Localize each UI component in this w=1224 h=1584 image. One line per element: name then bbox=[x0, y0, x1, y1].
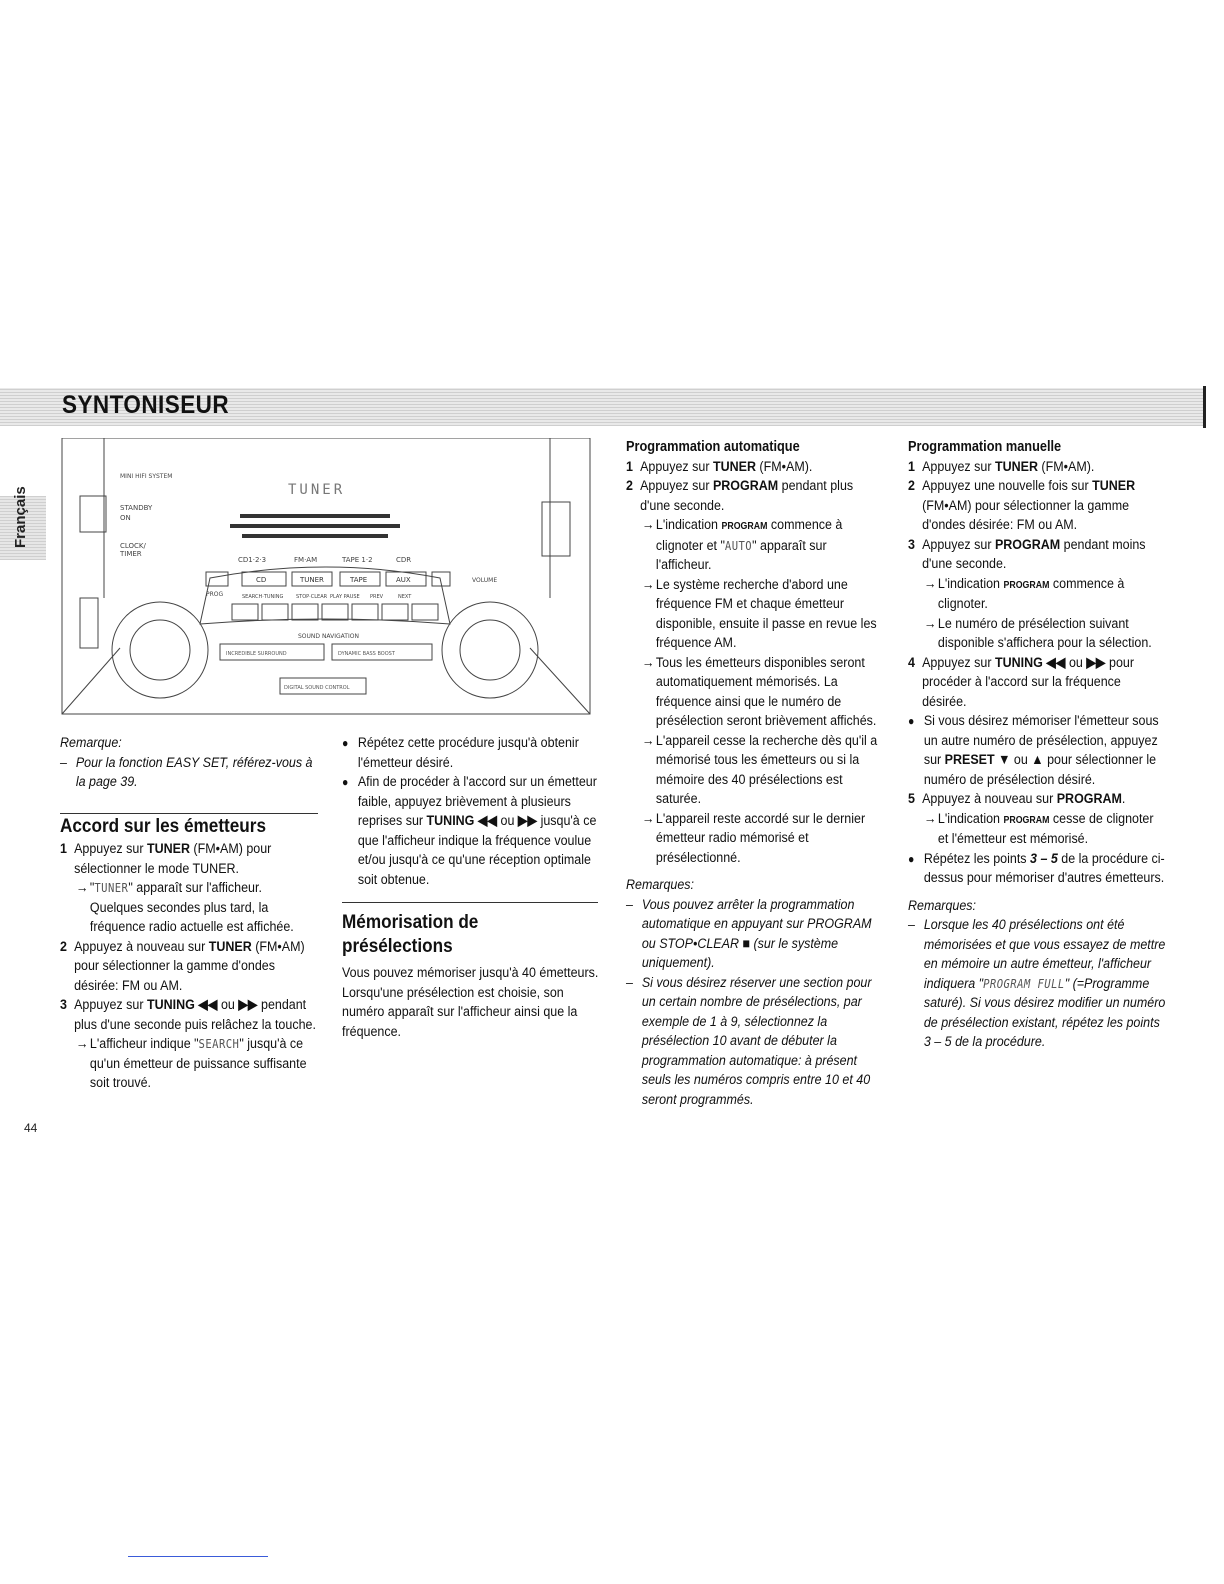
auto-remark-2: – Si vous désirez réserver une section pour un certain nombre de présélections, par exemple de 1 à 9, sélectionnez la présélection 10 avant de débuter la programmation automatique: à présent seuls les numéros compris entre 10 et 40 seront programmés. bbox=[626, 974, 872, 1108]
aux-button: AUX bbox=[396, 576, 411, 584]
remark-label: Remarque: bbox=[60, 735, 122, 751]
auto-step-2: 2 Appuyez sur PROGRAM pendant plus d'une seconde. bbox=[626, 478, 854, 514]
column-1-section bbox=[60, 814, 317, 1094]
column-2 bbox=[342, 734, 599, 890]
manual-step-3: 3 Appuyez sur PROGRAM pendant moins d'une seconde. bbox=[908, 536, 1146, 572]
manual-step-5: 5 Appuyez à nouveau sur PROGRAM. bbox=[908, 791, 1126, 807]
manual-remark-1: – Lorsque les 40 présélections ont été mémorisées et que vous essayez de mettre en mémoire un autre émetteur, l'afficheur indiquera "PROGRAM FULL" (=Programme saturé). Si vous désirez modifier un numéro de présélection existant, répétez les points 3 – 5 de la procédure. bbox=[908, 917, 1166, 1050]
tuner-button: TUNER bbox=[300, 576, 324, 584]
digital-sound-label: DIGITAL SOUND CONTROL bbox=[284, 685, 350, 691]
manual-bullet-repeat: ● Répétez les points 3 – 5 de la procédure ci-dessus pour mémoriser d'autres émetteurs. bbox=[908, 850, 1165, 886]
source-label-fmam: FM·AM bbox=[294, 556, 318, 564]
page-number: 44 bbox=[24, 1121, 38, 1135]
banner-end-rule bbox=[1203, 386, 1206, 428]
display-readout: TUNER bbox=[288, 482, 346, 498]
auto-remarks-label: Remarques: bbox=[626, 877, 695, 893]
column-4 bbox=[908, 438, 1167, 1053]
manual-step-2: 2 Appuyez une nouvelle fois sur TUNER (FM•AM) pour sélectionner la gamme d'ondes désirée: FM ou AM. bbox=[908, 478, 1136, 533]
section-title-accord: Accord sur les émetteurs bbox=[60, 815, 267, 837]
section-title-memorisation-2: présélections bbox=[342, 935, 453, 957]
sound-navigation-label: SOUND NAVIGATION bbox=[298, 633, 359, 640]
cd-button: CD bbox=[256, 576, 267, 584]
section-title-memorisation-1: Mémorisation de bbox=[342, 911, 479, 933]
clock-label: CLOCK/ bbox=[120, 542, 146, 550]
section-rule-2 bbox=[342, 902, 598, 903]
on-label: ON bbox=[120, 514, 131, 522]
dynamic-bass-label: DYNAMIC BASS BOOST bbox=[338, 651, 395, 657]
column-3 bbox=[626, 438, 883, 1110]
device-brand-label: MINI HIFI SYSTEM bbox=[120, 473, 173, 480]
manual-step-3-result-2: → Le numéro de présélection suivant disponible s'affichera pour la sélection. bbox=[923, 615, 1152, 651]
memorisation-paragraph: Vous pouvez mémoriser jusqu'à 40 émetteurs. Lorsqu'une présélection est choisie, son numéro apparaît sur l'afficheur ainsi que la fréquence. bbox=[342, 965, 599, 1040]
manual-step-5-result: → L'indication PROGRAM cesse de clignoter et l'émetteur est mémorisé. bbox=[923, 810, 1154, 847]
timer-label: TIMER bbox=[120, 550, 142, 558]
step-1: 1 Appuyez sur TUNER (FM•AM) pour sélectionner le mode TUNER. bbox=[60, 841, 272, 877]
device-illustration bbox=[60, 438, 594, 716]
remark-text: – Pour la fonction EASY SET, référez-vous à la page 39. bbox=[60, 754, 313, 790]
page-title: SYNTONISEUR bbox=[62, 391, 230, 419]
manual-remarks-label: Remarques: bbox=[908, 897, 977, 914]
step-3: 3 Appuyez sur TUNING ◀◀ ou ▶▶ pendant plus d'une seconde puis relâchez la touche. bbox=[60, 997, 316, 1033]
step-2: 2 Appuyez à nouveau sur TUNER (FM•AM) pour sélectionner la gamme d'ondes désirée: FM ou AM. bbox=[60, 938, 305, 994]
step-3-result: → L'afficheur indique "SEARCH" jusqu'à ce qu'un émetteur de puissance suffisante soit trouvé. bbox=[75, 1036, 307, 1091]
standby-label: STANDBY bbox=[120, 504, 153, 512]
auto-programming-title: Programmation automatique bbox=[626, 439, 800, 455]
column-1 bbox=[60, 734, 315, 793]
auto-result-1: → L'indication PROGRAM commence à clignoter et "AUTO" apparaît sur l'afficheur. bbox=[641, 517, 843, 573]
auto-result-3: → Tous les émetteurs disponibles seront automatiquement mémorisés. La fréquence ainsi que le numéro de présélection seront brièvement affichés. bbox=[641, 654, 877, 729]
language-label: Français bbox=[12, 486, 29, 548]
search-tuning-label: SEARCH·TUNING bbox=[242, 594, 284, 600]
auto-remark-1: – Vous pouvez arrêter la programmation automatique en appuyant sur PROGRAM ou STOP•CLEAR ■ (sur le système uniquement). bbox=[626, 896, 872, 971]
prev-label: PREV bbox=[370, 594, 384, 600]
auto-result-5: → L'appareil reste accordé sur le dernier émetteur radio mémorisé et présélectionné. bbox=[641, 810, 866, 866]
source-label-cdr: CDR bbox=[396, 556, 412, 564]
manual-bullet-preset: ● Si vous désirez mémoriser l'émetteur sous un autre numéro de présélection, appuyez sur PRESET ▼ ou ▲ pour sélectionner le numéro de présélection désiré. bbox=[908, 713, 1159, 788]
manual-step-4: 4 Appuyez sur TUNING ◀◀ ou ▶▶ pour procéder à l'accord sur la fréquence désirée. bbox=[908, 654, 1134, 710]
prog-label: PROG bbox=[206, 591, 224, 598]
volume-label: VOLUME bbox=[472, 577, 498, 584]
step-1-result: → "TUNER" apparaît sur l'afficheur. Quelques secondes plus tard, la fréquence radio actuelle est affichée. bbox=[75, 880, 294, 935]
footer-rule bbox=[128, 1556, 268, 1557]
stop-clear-label: STOP·CLEAR bbox=[296, 594, 328, 600]
column-2-section bbox=[342, 910, 599, 1042]
source-label-cd: CD1·2·3 bbox=[238, 556, 267, 564]
auto-step-1: 1 Appuyez sur TUNER (FM•AM). bbox=[626, 458, 813, 475]
play-pause-label: PLAY PAUSE bbox=[330, 594, 360, 600]
manual-programming-title: Programmation manuelle bbox=[908, 439, 1062, 455]
manual-step-3-result-1: → L'indication PROGRAM commence à clignoter. bbox=[923, 575, 1125, 612]
auto-result-4: → L'appareil cesse la recherche dès qu'il a mémorisé tous les émetteurs ou si la mémoire des 40 présélections est saturée. bbox=[641, 732, 878, 807]
bullet-repeat: ● Répétez cette procédure jusqu'à obtenir l'émetteur désiré. bbox=[342, 735, 579, 771]
next-label: NEXT bbox=[398, 594, 412, 600]
source-label-tape: TAPE 1·2 bbox=[342, 556, 373, 564]
tape-button: TAPE bbox=[350, 576, 368, 584]
manual-step-1: 1 Appuyez sur TUNER (FM•AM). bbox=[908, 458, 1095, 475]
bullet-weak-station: ● Afin de procéder à l'accord sur un émetteur faible, appuyez brièvement à plusieurs reprises sur TUNING ◀◀ ou ▶▶ jusqu'à ce que l'afficheur indique la fréquence voulue et/ou jusqu'à ce qu'une réception optimale soit obtenue. bbox=[342, 774, 597, 888]
auto-result-2: → Le système recherche d'abord une fréquence FM et chaque émetteur disponible, ensuite il passe en revue les fréquence AM. bbox=[641, 576, 877, 651]
surround-label: INCREDIBLE SURROUND bbox=[226, 651, 287, 657]
